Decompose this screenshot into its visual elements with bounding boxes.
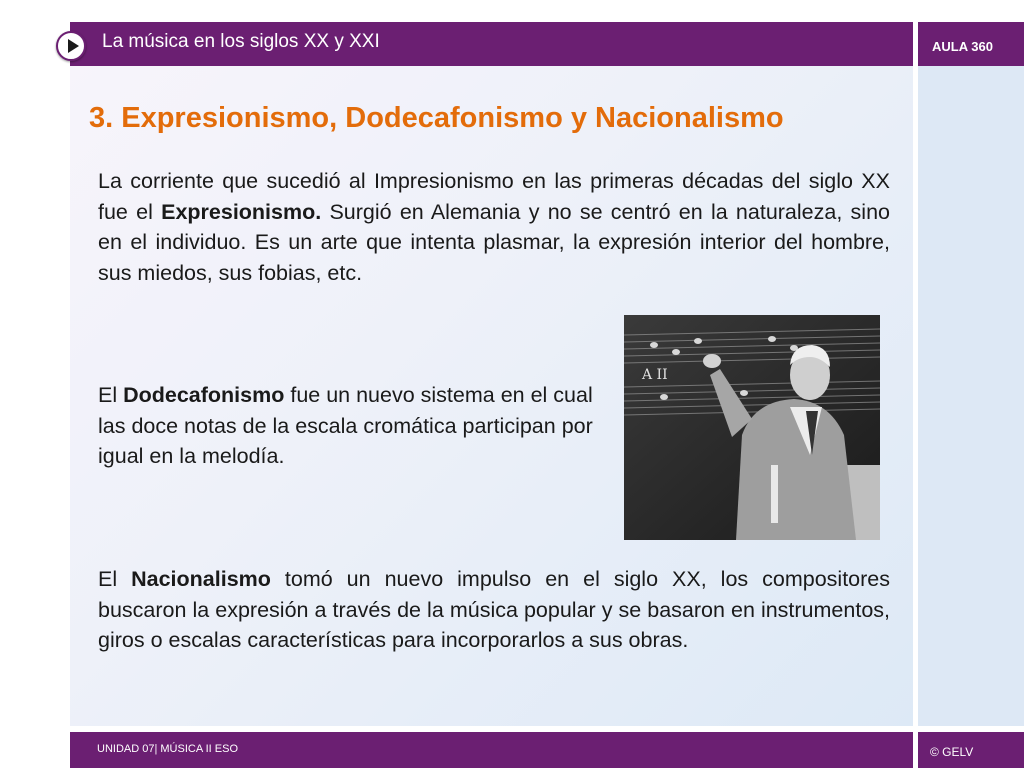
play-icon[interactable] <box>56 31 86 61</box>
text-run: tomó un nuevo impulso en el siglo XX, los compositores buscaron la expresión a través de la música popular y se basaron en instrumentos, giros o escalas características para incorporarlos a sus obras. <box>98 567 890 652</box>
composer-photo-illustration <box>624 315 880 540</box>
brand-label: AULA 360 <box>932 39 993 54</box>
paragraph-dodecafonismo <box>98 380 618 472</box>
footer-copyright: © GELV <box>930 745 974 759</box>
left-margin <box>0 0 70 768</box>
bold-term: Expresionismo. <box>161 199 322 224</box>
paragraph-expresionismo <box>98 166 890 288</box>
text-run: El <box>98 567 132 591</box>
text-run: La corriente que sucedió al Impresionismo en las primeras décadas del siglo XX fue el <box>98 169 890 224</box>
paragraph-nacionalismo <box>98 564 890 656</box>
slide-title: 3. Expresionismo, Dodecafonismo y Nacionalismo <box>89 102 784 134</box>
text-run: El <box>98 383 124 407</box>
right-side-panel <box>918 66 1024 726</box>
svg-text:A II: A II <box>642 367 668 383</box>
text-run: fue un nuevo sistema en el cual las doce notas de la escala cromática participan por igual en la melodía. <box>98 383 593 468</box>
header-title: La música en los siglos XX y XXI <box>102 31 380 52</box>
bold-term: Dodecafonismo <box>123 383 285 407</box>
composer-photo <box>624 315 880 540</box>
footer-unit-label: UNIDAD 07| MÚSICA II ESO <box>97 743 239 755</box>
text-run: Surgió en Alemania y no se centró en la naturaleza, sino en el individuo. Es un arte que intenta plasmar, la expresión interior del hombre, sus miedos, sus fobias, etc. <box>98 199 890 285</box>
bold-term: Nacionalismo <box>131 567 271 591</box>
